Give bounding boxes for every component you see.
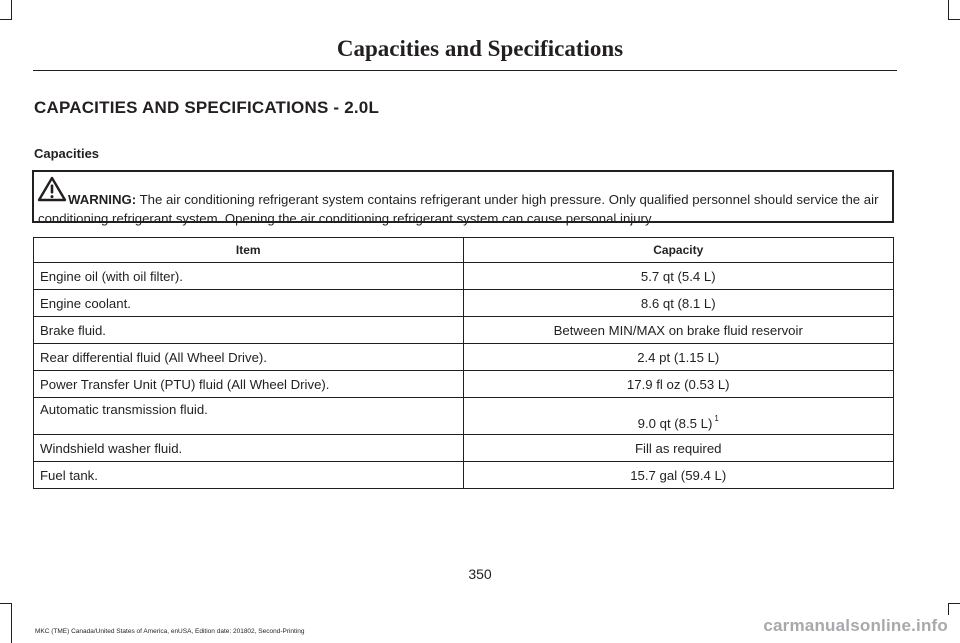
table-header-row	[34, 238, 894, 263]
capacity-cell: 5.7 qt (5.4 L)	[463, 263, 894, 290]
table-row	[34, 371, 894, 398]
item-cell: Brake fluid.	[34, 317, 464, 344]
section-subheading: Capacities	[34, 146, 100, 161]
capacity-cell: 8.6 qt (8.1 L)	[463, 290, 894, 317]
item-cell: Fuel tank.	[34, 462, 464, 489]
page-header-title: Capacities and Specifications	[336, 36, 624, 61]
column-header-item: Item	[34, 238, 464, 263]
capacity-value: 9.0 qt (8.5 L)	[637, 416, 713, 431]
capacity-cell: Fill as required	[463, 435, 894, 462]
item-cell: Engine oil (with oil filter).	[34, 263, 464, 290]
capacity-cell: Between MIN/MAX on brake fluid reservoir	[463, 317, 894, 344]
capacity-cell: 15.7 gal (59.4 L)	[463, 462, 894, 489]
capacity-cell: 2.4 pt (1.15 L)	[463, 344, 894, 371]
page-number: 350	[468, 566, 492, 582]
table-row	[34, 398, 894, 435]
crop-mark	[948, 19, 960, 20]
crop-mark	[0, 603, 12, 604]
item-cell: Automatic transmission fluid.	[34, 398, 464, 435]
footer-edition-info: MKC (TME) Canada/United States of America, enUSA, Edition date: 201802, Second-Printing	[35, 628, 305, 635]
item-cell: Power Transfer Unit (PTU) fluid (All Wheel Drive).	[34, 371, 464, 398]
table-row	[34, 317, 894, 344]
crop-mark	[948, 0, 949, 20]
crop-mark	[0, 19, 12, 20]
footnote-marker: 1	[714, 414, 719, 423]
table-row	[34, 462, 894, 489]
capacity-cell	[463, 398, 894, 435]
section-heading: CAPACITIES AND SPECIFICATIONS - 2.0L	[34, 98, 380, 117]
capacity-cell: 17.9 fl oz (0.53 L)	[463, 371, 894, 398]
table-row	[34, 435, 894, 462]
item-cell: Windshield washer fluid.	[34, 435, 464, 462]
table-row	[34, 290, 894, 317]
crop-mark	[11, 603, 12, 643]
table-row	[34, 263, 894, 290]
crop-mark	[948, 603, 960, 604]
column-header-capacity: Capacity	[463, 238, 894, 263]
item-cell: Engine coolant.	[34, 290, 464, 317]
warning-box	[32, 170, 894, 226]
warning-text	[38, 190, 890, 228]
warning-label: WARNING:	[68, 192, 137, 207]
item-cell: Rear differential fluid (All Wheel Drive).	[34, 344, 464, 371]
crop-mark	[11, 0, 12, 20]
table-row	[34, 344, 894, 371]
warning-message: The air conditioning refrigerant system contains refrigerant under high pressure. Only qualified personnel should service the air conditioning refrigerant system. Opening the air conditioning refrigerant system can cause personal injury.	[38, 192, 879, 226]
header-divider	[33, 70, 897, 71]
capacities-table	[33, 237, 894, 489]
crop-mark	[948, 603, 949, 615]
watermark-logo: carmanualsonline.info	[763, 616, 948, 635]
